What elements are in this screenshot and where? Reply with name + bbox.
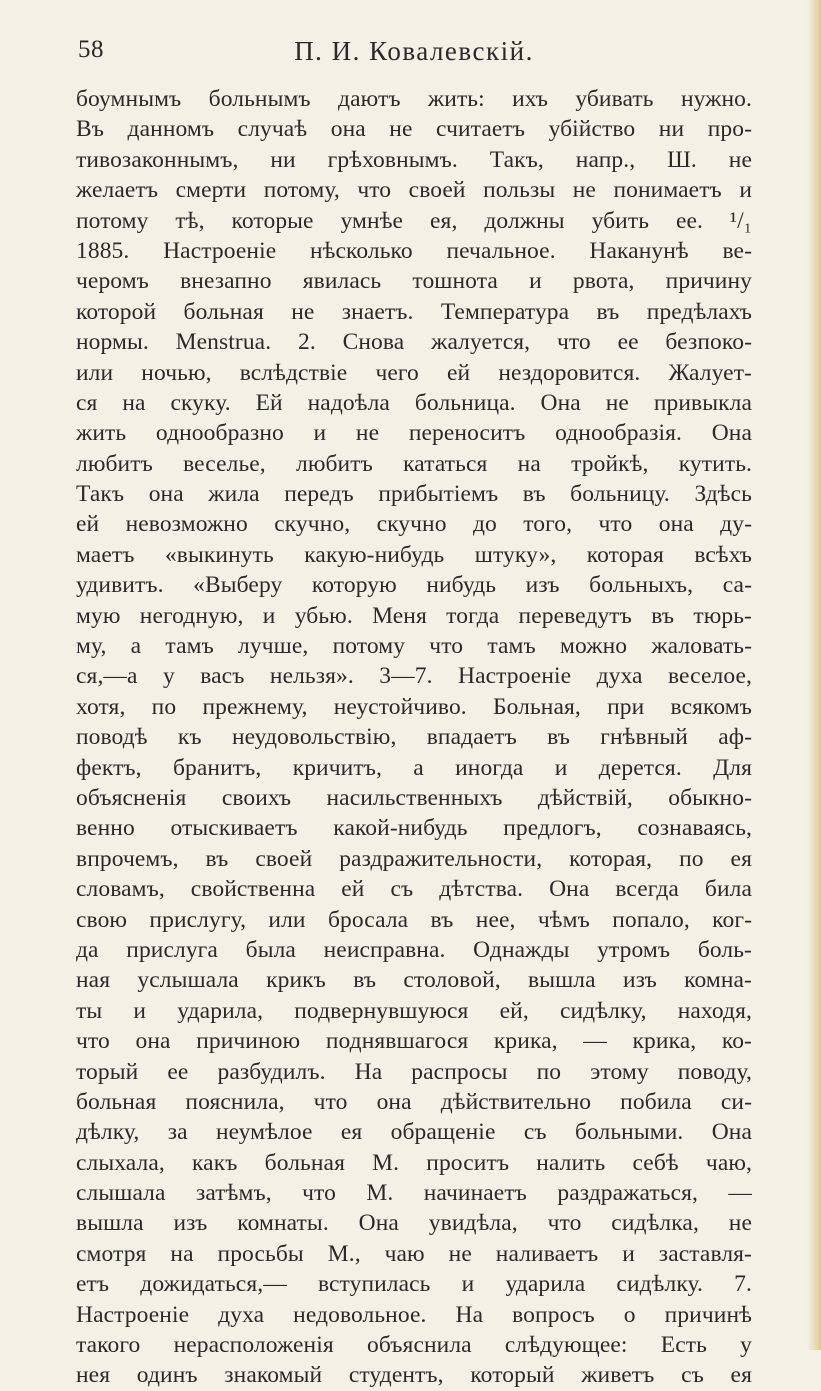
text-line: больная пояснила, что она дѣйствительно побила си- [76,1088,752,1115]
page-edge [807,0,821,1350]
text-line: маетъ «выкинуть какую-нибудь штуку», которая всѣхъ [76,541,752,568]
text-line: етъ дожидаться,— вступилась и ударила сидѣлку. 7. [76,1271,752,1298]
text-line: слышала затѣмъ, что М. начинаетъ раздражаться, — [76,1180,752,1207]
text-line: торый ее разбудилъ. На распросы по этому поводу, [76,1058,752,1085]
text-line: вышла изъ комнаты. Она увидѣла, что сидѣлка, не [76,1210,752,1237]
text-line: свою прислугу, или бросала въ нее, чѣмъ попало, ког- [76,906,752,933]
text-line: нормы. Menstrua. 2. Снова жалуется, что ее безпоко- [76,329,752,356]
text-line: удивитъ. «Выберу которую нибудь изъ больныхъ, са- [76,572,752,599]
text-line: черомъ внезапно явилась тошнота и рвота, причину [76,268,752,295]
text-line: фектъ, бранитъ, кричитъ, а иногда и дерется. Для [76,754,752,781]
text-line: смотря на просьбы М., чаю не наливаетъ и заставля- [76,1240,752,1267]
text-line: нея одинъ знакомый студентъ, который живетъ съ ея [76,1362,752,1389]
text-line: желаетъ смерти потому, что своей пользы не понимаетъ и [76,177,752,204]
text-line: потому тѣ, которые умнѣе ея, должны убить ее. ¹/₁ [76,207,752,234]
body-text [76,84,752,1391]
text-line: ся на скуку. Ей надоѣла больница. Она не привыкла [76,389,752,416]
text-line: жить однообразно и не переноситъ однообразія. Она [76,420,752,447]
page-number: 58 [78,36,104,63]
text-line: которой больная не знаетъ. Температура въ предѣлахъ [76,298,752,325]
text-line: или ночью, вслѣдствіе чего ей нездоровится. Жалует- [76,359,752,386]
text-line: ная услышала крикъ въ столовой, вышла изъ комна- [76,967,752,994]
text-line: ся,—а у васъ нельзя». 3—7. Настроеніе духа веселое, [76,663,752,690]
text-line: му, а тамъ лучше, потому что тамъ можно жаловать- [76,633,752,660]
text-line: что она причиною поднявшагося крика, — крика, ко- [76,1028,752,1055]
text-line: мую негодную, и убью. Меня тогда переведутъ въ тюрь- [76,602,752,629]
text-line: ты и ударила, подвернувшуюся ей, сидѣлку, находя, [76,997,752,1024]
text-line: тивозаконнымъ, ни грѣховнымъ. Такъ, напр., Ш. не [76,146,752,173]
text-line: впрочемъ, въ своей раздражительности, которая, по ея [76,845,752,872]
text-line: венно отыскиваетъ какой-нибудь предлогъ, сознаваясь, [76,815,752,842]
text-line: любитъ веселье, любитъ кататься на тройкѣ, кутить. [76,450,752,477]
text-line: Настроеніе духа недовольное. На вопросъ о причинѣ [76,1301,752,1328]
text-line: хотя, по прежнему, неустойчиво. Больная, при всякомъ [76,693,752,720]
text-line: Въ данномъ случаѣ она не считаетъ убійство ни про- [76,116,752,143]
text-line: Такъ она жила передъ прибытіемъ въ больницу. Здѣсь [76,481,752,508]
text-line: объясненія своихъ насильственныхъ дѣйствій, обыкно- [76,784,752,811]
page-header [76,36,752,76]
text-line: слыхала, какъ больная М. проситъ налить себѣ чаю, [76,1149,752,1176]
text-line: боумнымъ больнымъ даютъ жить: ихъ убивать нужно. [76,86,752,112]
text-line: да прислуга была неисправна. Однажды утромъ боль- [76,936,752,963]
running-title: П. И. Ковалевскій. [294,36,534,66]
text-line: ей невозможно скучно, скучно до того, что она ду- [76,511,752,538]
text-line: дѣлку, за неумѣлое ея обращеніе съ больными. Она [76,1119,752,1146]
text-line: 1885. Настроеніе нѣсколько печальное. Наканунѣ ве- [76,237,752,264]
text-line: поводѣ къ неудовольствію, впадаетъ въ гнѣвный аф- [76,724,752,751]
text-line: словамъ, свойственна ей съ дѣтства. Она всегда била [76,876,752,903]
text-line: такого нерасположенія объяснила слѣдующее: Есть у [76,1332,752,1359]
